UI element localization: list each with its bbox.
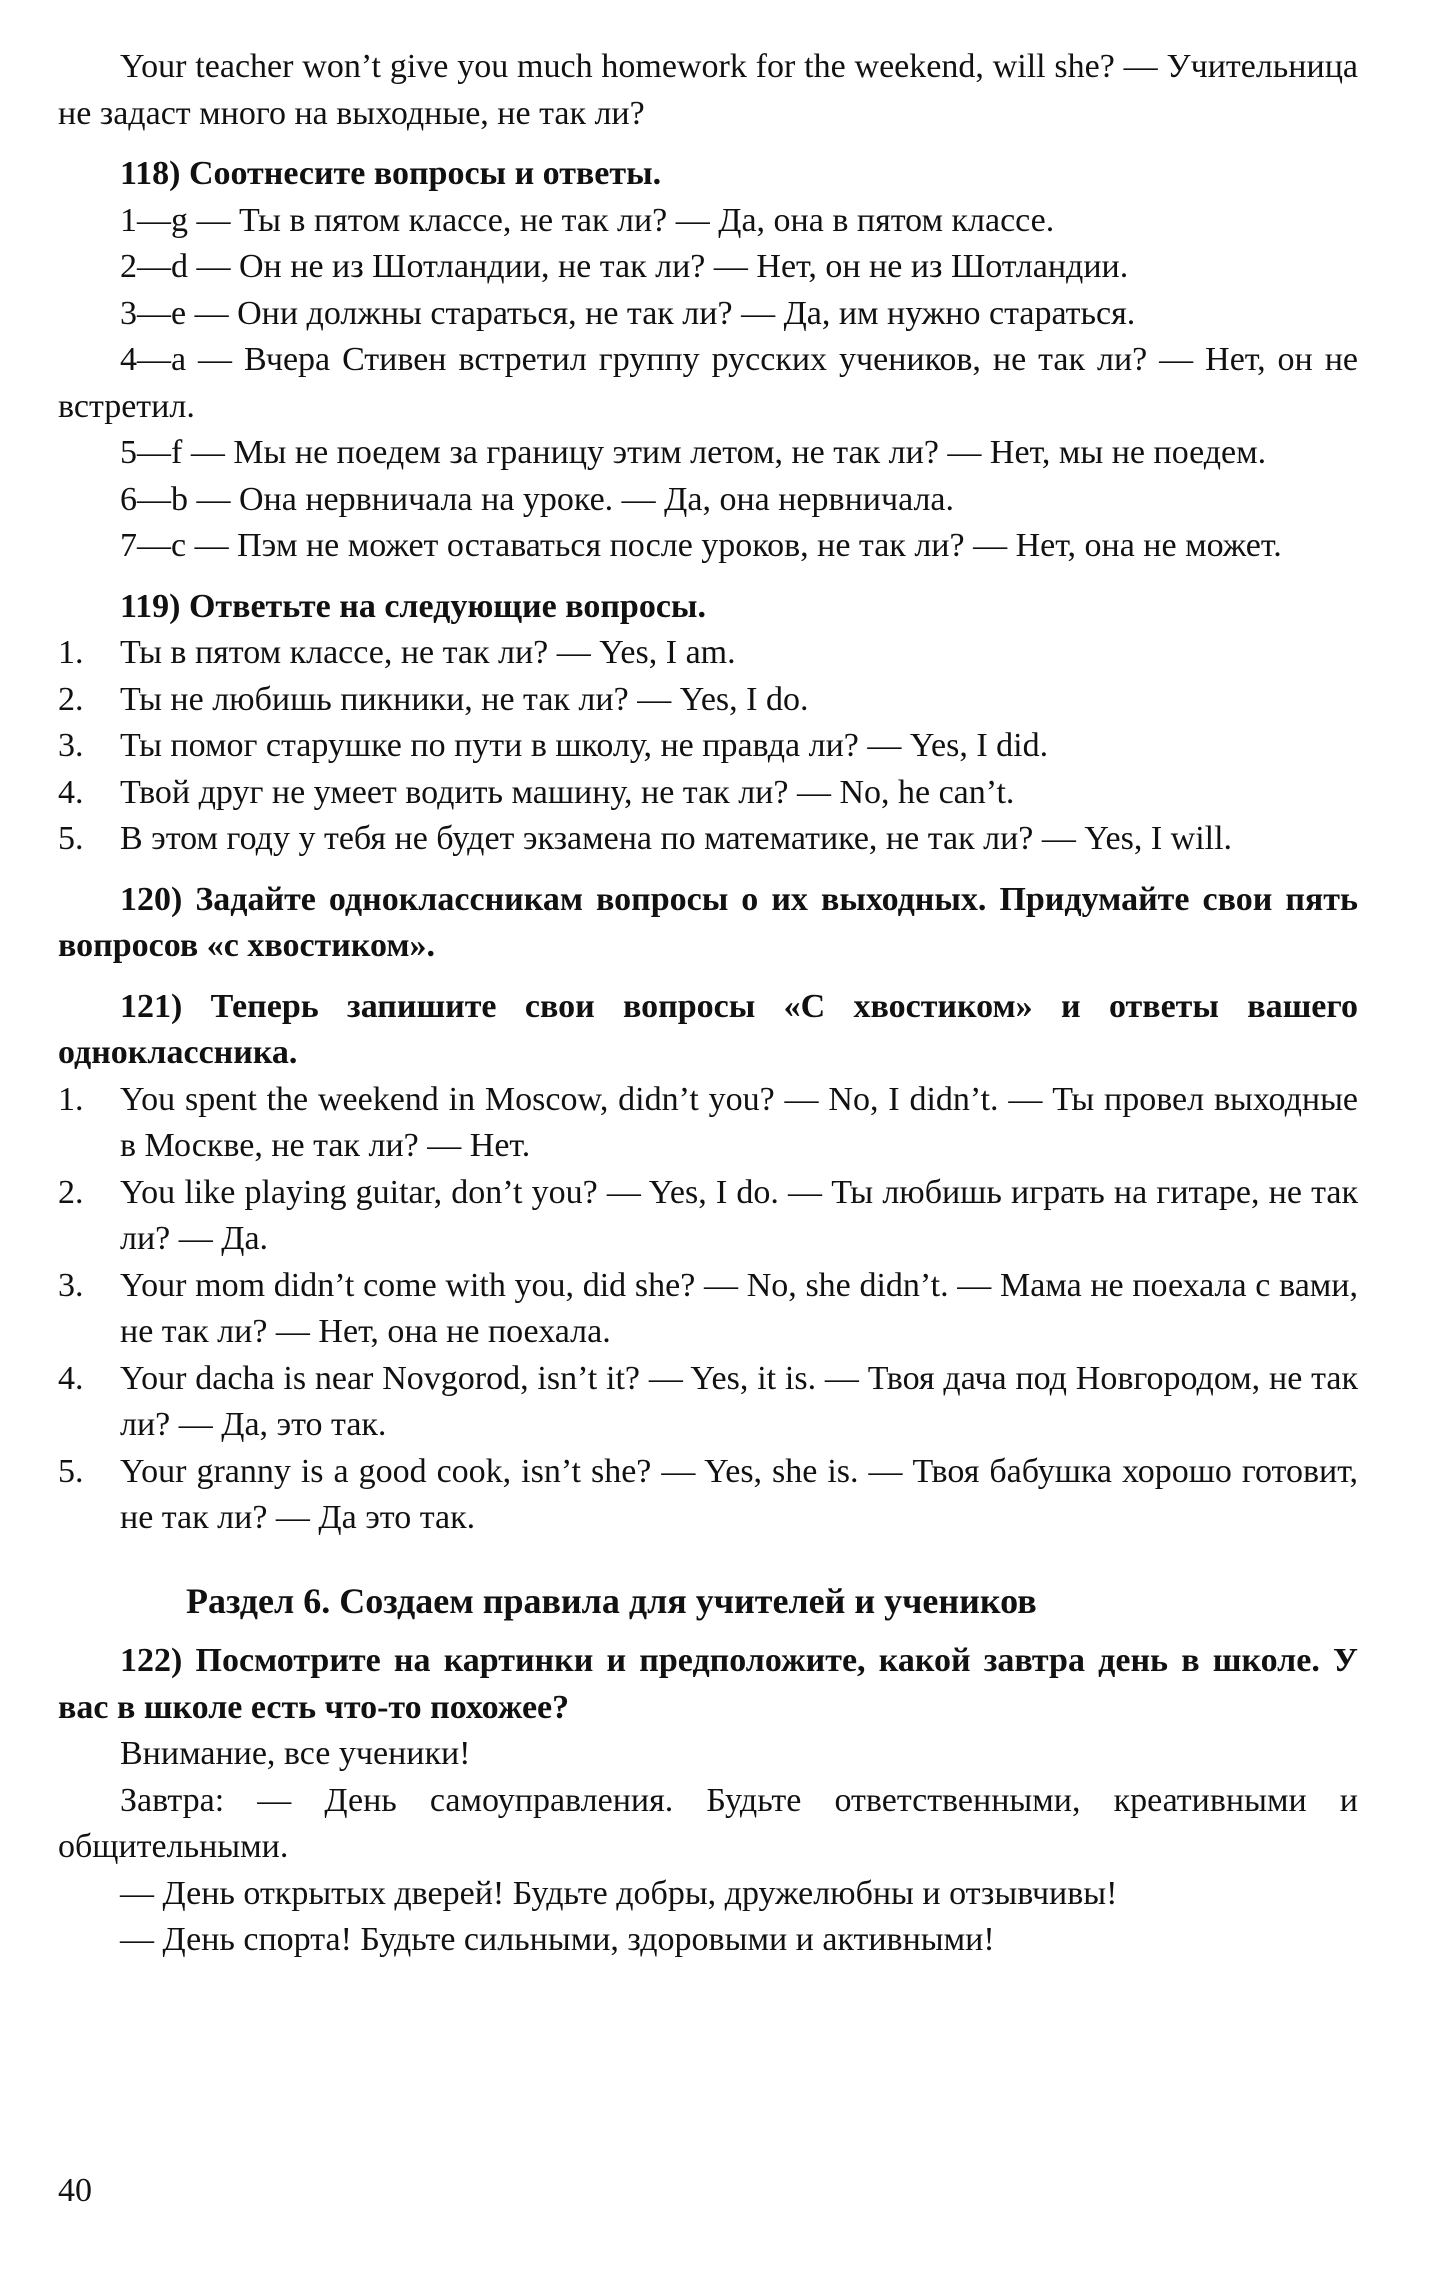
exercise-121-heading: 121) Теперь запишите свои вопросы «С хвостиком» и ответы вашего одноклассника. (58, 987, 1358, 1071)
ex118-line: 2—d — Он не из Шотландии, не так ли? — Нет, он не из Шотландии. (120, 248, 1129, 285)
list-item (58, 770, 1358, 817)
ex122-line: — День спорта! Будьте сильными, здоровыми и активными! (120, 1921, 995, 1958)
ex118-line: 7—c — Пэм не может оставаться после уроков, не так ли? — Нет, она не может. (120, 527, 1282, 564)
list-text: Your mom didn’t come with you, did she? — No, she didn’t. — Мама не поехала с вами, не так ли? — Нет, она не поехала. (120, 1266, 1358, 1350)
exercise-122-heading: 122) Посмотрите на картинки и предположите, какой завтра день в школе. У вас в школе есть что-то похожее? (58, 1642, 1358, 1726)
list-item (58, 723, 1358, 770)
ex122-line: Внимание, все ученики! (120, 1735, 471, 1772)
list-item (58, 1449, 1358, 1542)
list-text: Твой друг не умеет водить машину, не так ли? — No, he can’t. (120, 773, 1015, 811)
list-text: Your dacha is near Novgorod, isn’t it? — Yes, it is. — Твоя дача под Новгородом, не так ли? — Да, это так. (120, 1359, 1358, 1443)
ex118-line: 6—b — Она нервничала на уроке. — Да, она нервничала. (120, 480, 955, 518)
list-item (58, 630, 1358, 677)
list-number: 3. (58, 727, 84, 764)
list-item (58, 1356, 1358, 1449)
list-number: 5. (58, 820, 84, 857)
ex122-line: Завтра: — День самоуправления. Будьте ответственными, креативными и общительными. (58, 1781, 1358, 1865)
list-item (58, 816, 1358, 863)
list-number: 5. (58, 1452, 84, 1490)
list-text: You spent the weekend in Moscow, didn’t you? — No, I didn’t. — Ты провел выходные в Москве, не так ли? — Нет. (120, 1080, 1358, 1164)
list-item (58, 677, 1358, 724)
ex118-line: 3—e — Они должны стараться, не так ли? — Да, им нужно стараться. (120, 294, 1136, 332)
page-number: 40 (58, 2172, 92, 2209)
list-number: 1. (58, 1080, 84, 1118)
list-item (58, 1263, 1358, 1356)
list-text: You like playing guitar, don’t you? — Yes, I do. — Ты любишь играть на гитаре, не так ли? — Да. (120, 1173, 1358, 1257)
intro-text: Your teacher won’t give you much homework for the weekend, will she? — Учительница не задаст много на выходные, не так ли? (58, 48, 1358, 132)
page-body (58, 44, 1358, 1964)
ex118-line: 4—a — Вчера Стивен встретил группу русских учеников, не так ли? — Нет, он не встретил. (58, 341, 1358, 425)
list-text: В этом году у тебя не будет экзамена по математике, не так ли? — Yes, I will. (120, 820, 1233, 857)
list-number: 2. (58, 680, 84, 718)
list-text: Ты не любишь пикники, не так ли? — Yes, I do. (120, 680, 809, 718)
exercise-120-heading: 120) Задайте одноклассникам вопросы о их выходных. Придумайте свои пять вопросов «с хвостиком». (58, 880, 1358, 964)
list-text: Your granny is a good cook, isn’t she? — Yes, she is. — Твоя бабушка хорошо готовит, не так ли? — Да это так. (120, 1452, 1358, 1536)
list-number: 3. (58, 1266, 84, 1304)
section-title: Раздел 6. Создаем правила для учителей и учеников (186, 1580, 1037, 1621)
ex118-line: 1—g — Ты в пятом классе, не так ли? — Да, она в пятом классе. (120, 201, 1055, 239)
exercise-119-heading: 119) Ответьте на следующие вопросы. (120, 587, 706, 625)
list-text: Ты помог старушке по пути в школу, не правда ли? — Yes, I did. (120, 727, 1049, 764)
list-item (58, 1170, 1358, 1263)
list-number: 4. (58, 773, 84, 811)
list-number: 2. (58, 1173, 84, 1211)
exercise-118-heading: 118) Соотнесите вопросы и ответы. (120, 155, 662, 192)
ex122-line: — День открытых дверей! Будьте добры, дружелюбны и отзывчивы! (120, 1874, 1118, 1912)
list-text: Ты в пятом классе, не так ли? — Yes, I am. (120, 634, 736, 671)
list-number: 4. (58, 1359, 84, 1397)
list-number: 1. (58, 634, 84, 671)
list-item (58, 1077, 1358, 1170)
ex118-line: 5—f — Мы не поедем за границу этим летом, не так ли? — Нет, мы не поедем. (120, 434, 1267, 471)
